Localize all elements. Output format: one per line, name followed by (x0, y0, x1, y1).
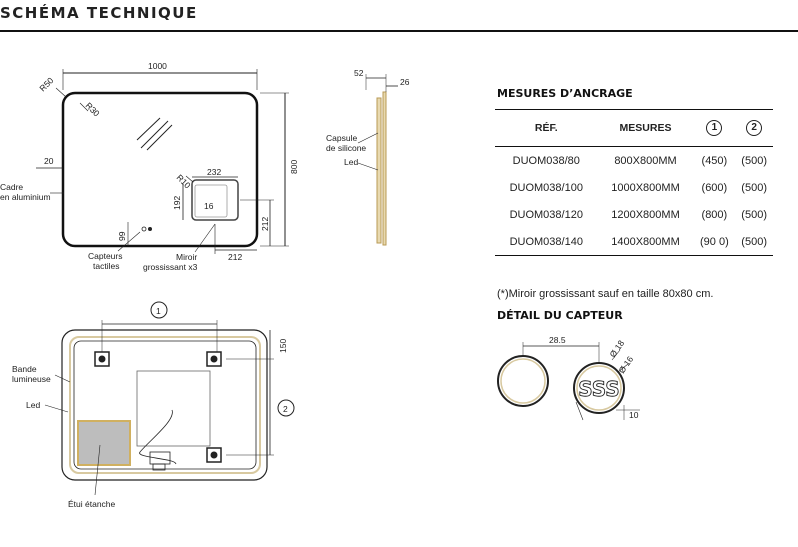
page-title: SCHÉMA TECHNIQUE (0, 4, 198, 22)
mirror-frame (63, 93, 257, 246)
anchor-point (207, 352, 221, 366)
col-ref-header: RÉF. (495, 110, 598, 147)
reflection-line (147, 125, 172, 150)
capsule-label-line1: Capsule (326, 133, 358, 143)
waterproof-box (78, 421, 130, 465)
sensor-ring-led (501, 359, 545, 403)
magnifier-note: (*)Miroir grossissant sauf en taille 80x80 cm. (497, 288, 714, 300)
capsule-label-line2: de silicone (326, 143, 367, 153)
side-profile-frame (383, 92, 386, 245)
sensors-label-line1: Capteurs (88, 251, 123, 261)
marker-2-badge: 2 (746, 120, 762, 136)
reflection-line (137, 118, 160, 140)
strip-label-line2: lumineuse (12, 374, 51, 384)
col-1-header (693, 110, 735, 147)
sensor-symbol-text: SSS (578, 377, 620, 401)
reflection-line (141, 121, 168, 148)
dim-width-label: 1000 (148, 61, 167, 71)
radius-inner-label: R30 (83, 100, 102, 119)
cell-measures: 1000X800MM (611, 181, 680, 194)
table-row (495, 201, 773, 228)
magnifying-mirror (192, 180, 238, 220)
cell-c2: (500) (735, 228, 773, 256)
cell-c1: (600) (701, 181, 728, 194)
dim-d18-label: Ø 18 (607, 338, 627, 360)
dim-99-label: 99 (117, 231, 127, 241)
back-view (45, 302, 294, 495)
front-view (36, 69, 289, 254)
touch-sensor-icon (142, 227, 152, 231)
side-view (358, 74, 398, 245)
driver-unit (150, 452, 170, 464)
anchor-section-title: MESURES D’ANCRAGE (497, 87, 633, 100)
cell-c1: (90 0) (693, 228, 735, 256)
sensor-ring-outer (498, 356, 548, 406)
side-led-label: Led (344, 157, 359, 167)
cell-measures: 1200X800MM (611, 208, 680, 221)
dim-150-label: 150 (278, 338, 288, 353)
table-row (495, 174, 773, 201)
dim-d16-label: Ø 16 (616, 354, 636, 376)
cell-ref: DUOM038/140 (495, 228, 598, 256)
radius-small-label: R10 (174, 172, 193, 191)
dim-212v-label: 212 (260, 216, 270, 231)
table-row (495, 147, 773, 175)
dim-10-label: 10 (629, 410, 639, 420)
marker-1-label: 1 (156, 306, 161, 316)
frame-label-line1: Cadre (0, 182, 24, 192)
dim-20-label: 20 (44, 156, 54, 166)
marker-1-badge: 1 (706, 120, 722, 136)
cell-c1: (450) (701, 154, 728, 167)
col-measures-header: MESURES (598, 110, 694, 147)
cell-ref: DUOM038/80 (512, 154, 580, 167)
magnifier-label-line1: Miroir (176, 252, 198, 262)
frame-label-line2: en aluminium (0, 192, 51, 202)
cell-c2: (500) (741, 181, 767, 194)
dim-52-label: 52 (354, 68, 364, 78)
sensor-detail-title: DÉTAIL DU CAPTEUR (497, 309, 623, 322)
dim-192-label: 192 (172, 195, 182, 210)
back-magnifier-outline (137, 371, 210, 446)
table-row (495, 228, 773, 256)
dim-285-label: 28.5 (549, 335, 566, 345)
cell-c1: (800) (701, 208, 728, 221)
anchor-point (207, 448, 221, 462)
dim-212h-label: 212 (228, 252, 243, 262)
box-label: Étui étanche (68, 499, 116, 509)
back-led-label: Led (26, 400, 41, 410)
dim-26-label: 26 (400, 77, 410, 87)
radius-outer-label: R50 (37, 75, 56, 94)
dim-232-label: 232 (207, 167, 222, 177)
col-2-header (735, 110, 773, 147)
marker-2-label: 2 (283, 404, 288, 414)
cell-ref: DUOM038/120 (509, 208, 583, 221)
cell-c2: (500) (741, 208, 767, 221)
magnifier-label-line2: grossissant x3 (143, 262, 198, 272)
side-profile-mirror (377, 98, 381, 243)
cell-measures: 1400X800MM (598, 228, 694, 256)
cell-measures: 800X800MM (614, 154, 677, 167)
anchor-table (495, 109, 773, 256)
dim-height-label: 800 (289, 159, 299, 174)
cell-ref: DUOM038/100 (509, 181, 583, 194)
anchor-table-header (495, 110, 773, 147)
sensors-label-line2: tactiles (93, 261, 120, 271)
strip-label-line1: Bande (12, 364, 37, 374)
dim-16-label: 16 (204, 201, 214, 211)
cell-c2: (500) (741, 154, 767, 167)
anchor-point (95, 352, 109, 366)
